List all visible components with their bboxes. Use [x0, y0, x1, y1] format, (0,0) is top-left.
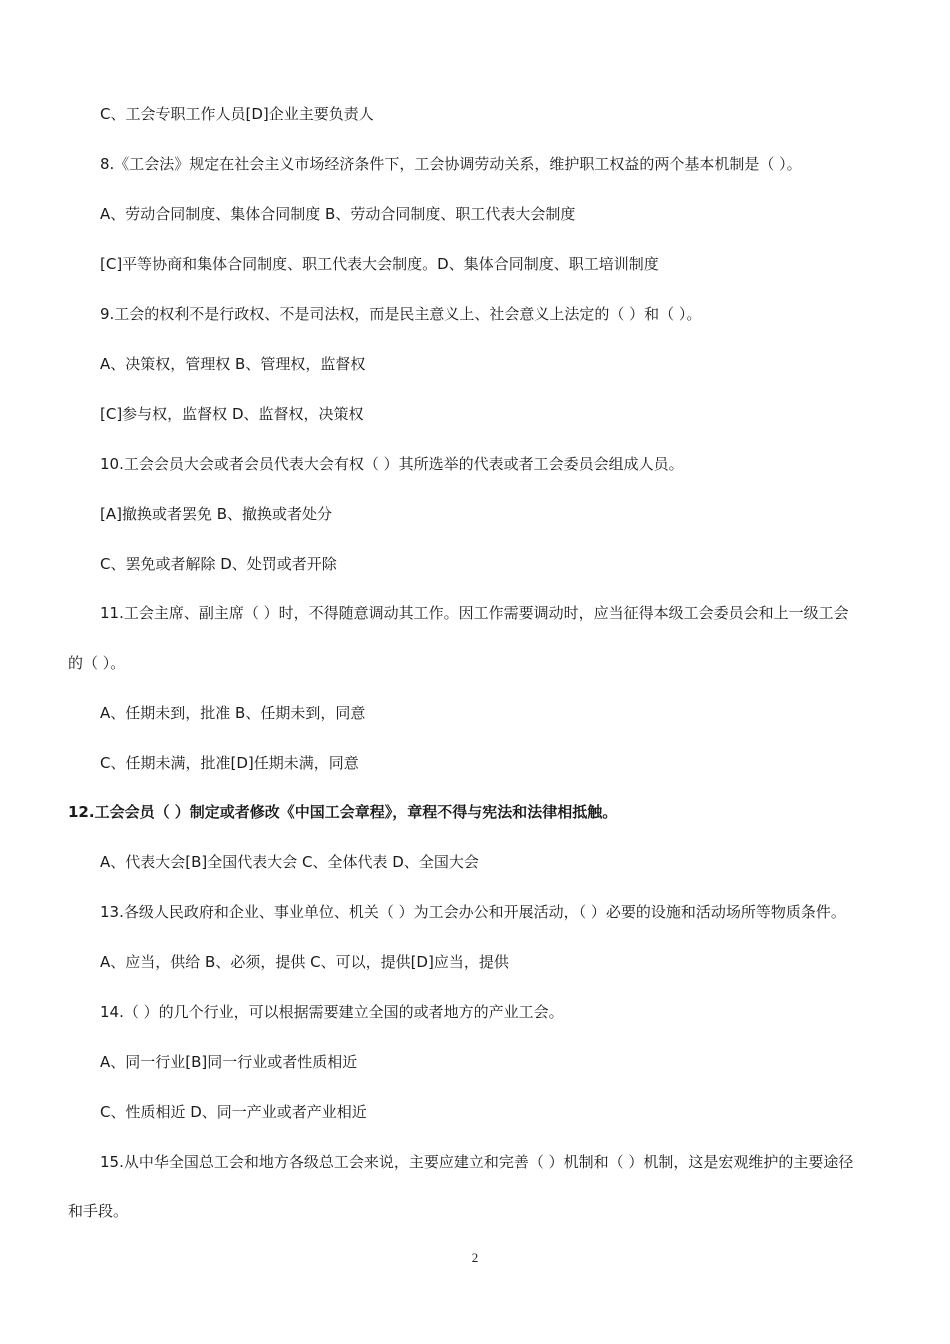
option-line: A、任期未到，批准 B、任期未到，同意 [100, 704, 366, 722]
option-line: [C]平等协商和集体合同制度、职工代表大会制度。D、集体合同制度、职工培训制度 [100, 255, 659, 273]
question-13: 13.各级人民政府和企业、事业单位、机关（ ）为工会办公和开展活动，（ ）必要的设施和活动场所等物质条件。 [100, 903, 846, 921]
option-line: A、劳动合同制度、集体合同制度 B、劳动合同制度、职工代表大会制度 [100, 205, 576, 223]
question-10: 10.工会会员大会或者会员代表大会有权（ ）其所选举的代表或者工会委员会组成人员。 [100, 455, 684, 473]
question-14: 14.（ ）的几个行业，可以根据需要建立全国的或者地方的产业工会。 [100, 1003, 564, 1021]
option-line: [C]参与权，监督权 D、监督权，决策权 [100, 405, 364, 423]
question-11: 11.工会主席、副主席（ ）时，不得随意调动其工作。因工作需要调动时，应当征得本级工会委员会和上一级工会 [100, 604, 849, 622]
question-9: 9.工会的权利不是行政权、不是司法权，而是民主意义上、社会意义上法定的（ ）和（ ）。 [100, 305, 702, 323]
option-line: A、代表大会[B]全国代表大会 C、全体代表 D、全国大会 [100, 853, 479, 871]
question-15-continuation: 和手段。 [68, 1202, 129, 1220]
question-15: 15.从中华全国总工会和地方各级总工会来说，主要应建立和完善（ ）机制和（ ）机制，这是宏观维护的主要途径 [100, 1153, 854, 1171]
question-8: 8.《工会法》规定在社会主义市场经济条件下，工会协调劳动关系，维护职工权益的两个基本机制是（ ）。 [100, 155, 802, 173]
option-line: A、应当，供给 B、必须，提供 C、可以，提供[D]应当，提供 [100, 953, 509, 971]
option-line: [A]撤换或者罢免 B、撤换或者处分 [100, 505, 333, 523]
option-line: A、同一行业[B]同一行业或者性质相近 [100, 1053, 358, 1071]
question-12: 12.工会会员（ ）制定或者修改《中国工会章程》，章程不得与宪法和法律相抵触。 [68, 803, 618, 821]
option-line: A、决策权，管理权 B、管理权，监督权 [100, 355, 366, 373]
option-line: C、性质相近 D、同一产业或者产业相近 [100, 1103, 367, 1121]
page-number: 2 [471, 1250, 479, 1265]
option-line: C、任期未满，批准[D]任期未满，同意 [100, 754, 359, 772]
option-line: C、罢免或者解除 D、处罚或者开除 [100, 555, 337, 573]
option-line: C、工会专职工作人员[D]企业主要负责人 [100, 105, 374, 123]
question-11-continuation: 的（ ）。 [68, 654, 126, 672]
